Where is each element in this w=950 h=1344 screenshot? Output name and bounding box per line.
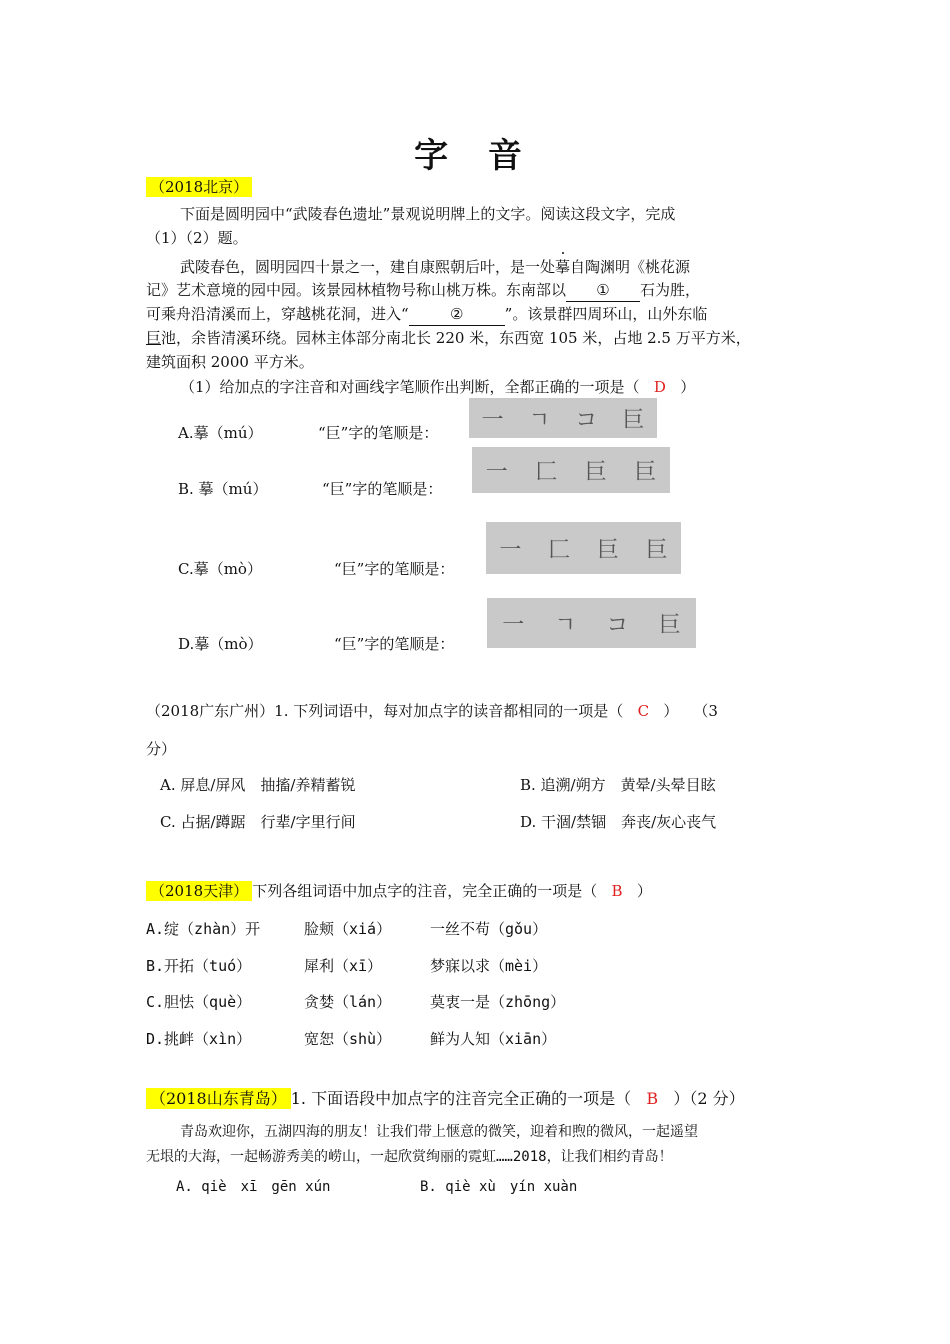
question-text: ） （3 <box>663 702 718 720</box>
question-text: ） <box>636 882 652 900</box>
option-d-label: D.摹（mò） <box>178 635 263 653</box>
stroke-step: ㄱ <box>554 612 576 638</box>
option-b-col2: 犀利（xī） <box>304 957 383 975</box>
intro-line-2: （1）（2）题。 <box>146 229 248 247</box>
section-tag-beijing <box>146 176 252 198</box>
question-text: 1. 下面语段中加点字的注音完全正确的一项是（ <box>290 1089 632 1108</box>
passage-text: 可乘舟沿清溪而上，穿越桃花洞，进入“ <box>146 305 409 323</box>
passage-text: 自陶渊明《桃花源 <box>570 258 691 276</box>
qingdao-passage-2: 无垠的大海，一起畅游秀美的崂山，一起欣赏绚丽的霓虹……2018，让我们相约青岛！ <box>146 1149 673 1165</box>
answer-mark: D <box>653 378 666 396</box>
passage-line-5: 建筑面积 2000 平方米。 <box>146 353 314 371</box>
stroke-order-image-c <box>486 522 681 574</box>
passage-line-2 <box>146 279 700 302</box>
stroke-step: 匚 <box>548 537 571 563</box>
blank-2: ② <box>409 303 505 326</box>
option-a-stroke-label: “巨”字的笔顺是： <box>318 424 439 442</box>
option-d: D. 干涸/禁锢 奔丧/灰心丧气 <box>520 813 717 831</box>
option-b-label: B. 摹（mú） <box>178 480 268 498</box>
tag-label: （2018天津） <box>146 881 252 901</box>
stroke-step: 匚 <box>535 459 558 485</box>
option-c-col3: 莫衷一是（zhōng） <box>430 993 566 1011</box>
question-1 <box>180 376 695 398</box>
option-c-stroke-label: “巨”字的笔顺是： <box>334 560 455 578</box>
passage-text: 记》艺术意境的园中园。该景园林植物号称山桃万株。东南部以 <box>146 281 567 299</box>
stroke-step: 巨 <box>658 612 681 638</box>
option-a: A. 屏息/屏风 抽搐/养精蓄锐 <box>160 776 356 794</box>
stroke-step: 一 <box>499 537 522 563</box>
qingdao-option-a: A. qiè xī gēn xún <box>176 1179 331 1195</box>
option-c-col1: C.胆怯（què） <box>146 993 252 1011</box>
question-guangzhou-score: 分） <box>146 740 177 758</box>
question-text: ）（2 分） <box>673 1089 745 1108</box>
option-b: B. 追溯/朔方 黄晕/头晕目眩 <box>520 776 716 794</box>
intro-line-1: 下面是圆明园中“武陵春色遗址”景观说明牌上的文字。阅读这段文字，完成 <box>180 205 676 223</box>
stroke-step: 一 <box>485 459 508 485</box>
passage-text: 池，余皆清溪环绕。园林主体部分南北长 220 米，东西宽 105 米，占地 2.5 万平方米， <box>161 329 751 347</box>
passage-text: 石为胜， <box>640 281 701 299</box>
question-text: ） <box>680 378 696 396</box>
tag-label: （2018山东青岛） <box>146 1088 291 1109</box>
answer-mark: B <box>611 882 623 900</box>
stroke-step: 巨 <box>645 537 668 563</box>
option-d-col1: D.挑衅（xìn） <box>146 1030 252 1048</box>
option-a-col3: 一丝不苟（gǒu） <box>430 920 548 938</box>
passage-line-1 <box>180 256 690 278</box>
qingdao-option-b: B. qiè xù yín xuàn <box>420 1179 578 1195</box>
option-c-label: C.摹（mò） <box>178 560 262 578</box>
question-qingdao <box>146 1088 745 1110</box>
option-c-col2: 贪婪（lán） <box>304 993 392 1011</box>
stroke-order-image-a <box>469 398 657 438</box>
qingdao-passage-1: 青岛欢迎你，五湖四海的朋友！让我们带上惬意的微笑，迎着和煦的微风，一起遥望 <box>180 1124 698 1140</box>
option-d-stroke-label: “巨”字的笔顺是： <box>334 635 455 653</box>
passage-line-3 <box>146 303 707 326</box>
question-text: 下列各组词语中加点字的注音，完全正确的一项是（ <box>252 882 598 900</box>
dotted-char: 摹 <box>555 258 571 276</box>
stroke-step: 一 <box>502 612 525 638</box>
stroke-step: コ <box>606 612 629 638</box>
answer-mark: B <box>646 1089 659 1108</box>
stroke-step: 一 <box>481 407 504 433</box>
question-text: （2018广东广州）1. 下列词语中，每对加点字的读音都相同的一项是（ <box>146 702 624 720</box>
answer-mark: C <box>637 702 650 720</box>
stroke-order-image-d <box>487 598 696 648</box>
underlined-char: 巨 <box>146 329 162 347</box>
tag-label: （2018北京） <box>146 177 252 197</box>
option-b-stroke-label: “巨”字的笔顺是： <box>322 480 443 498</box>
passage-text: ”。该景群四周环山，山外东临 <box>504 305 708 323</box>
option-a-col1: A.绽（zhàn）开 <box>146 920 261 938</box>
passage-line-4 <box>146 327 751 349</box>
stroke-step: コ <box>575 407 598 433</box>
stroke-step: 巨 <box>634 459 657 485</box>
stroke-order-image-b <box>472 447 670 493</box>
option-c: C. 占据/蹲踞 行辈/字里行间 <box>160 813 356 831</box>
option-a-label: A.摹（mú） <box>178 424 263 442</box>
option-b-col3: 梦寐以求（mèi） <box>430 957 548 975</box>
question-guangzhou <box>146 700 718 722</box>
option-d-col2: 宽恕（shù） <box>304 1030 392 1048</box>
stroke-step: 巨 <box>622 407 645 433</box>
option-d-col3: 鲜为人知（xiān） <box>430 1030 557 1048</box>
stroke-step: ㄱ <box>528 407 551 433</box>
page-title: 字 音 <box>414 136 536 176</box>
blank-1: ① <box>566 279 640 302</box>
option-a-col2: 脸颊（xiá） <box>304 920 392 938</box>
question-text: （1）给加点的字注音和对画线字笔顺作出判断，全都正确的一项是（ <box>180 378 640 396</box>
option-b-col1: B.开拓（tuó） <box>146 957 252 975</box>
stroke-step: 巨 <box>596 537 619 563</box>
stroke-step: 巨 <box>584 459 607 485</box>
question-tianjin <box>146 880 652 902</box>
passage-text: 武陵春色，圆明园四十景之一，建自康熙朝后叶，是一处 <box>180 258 556 276</box>
